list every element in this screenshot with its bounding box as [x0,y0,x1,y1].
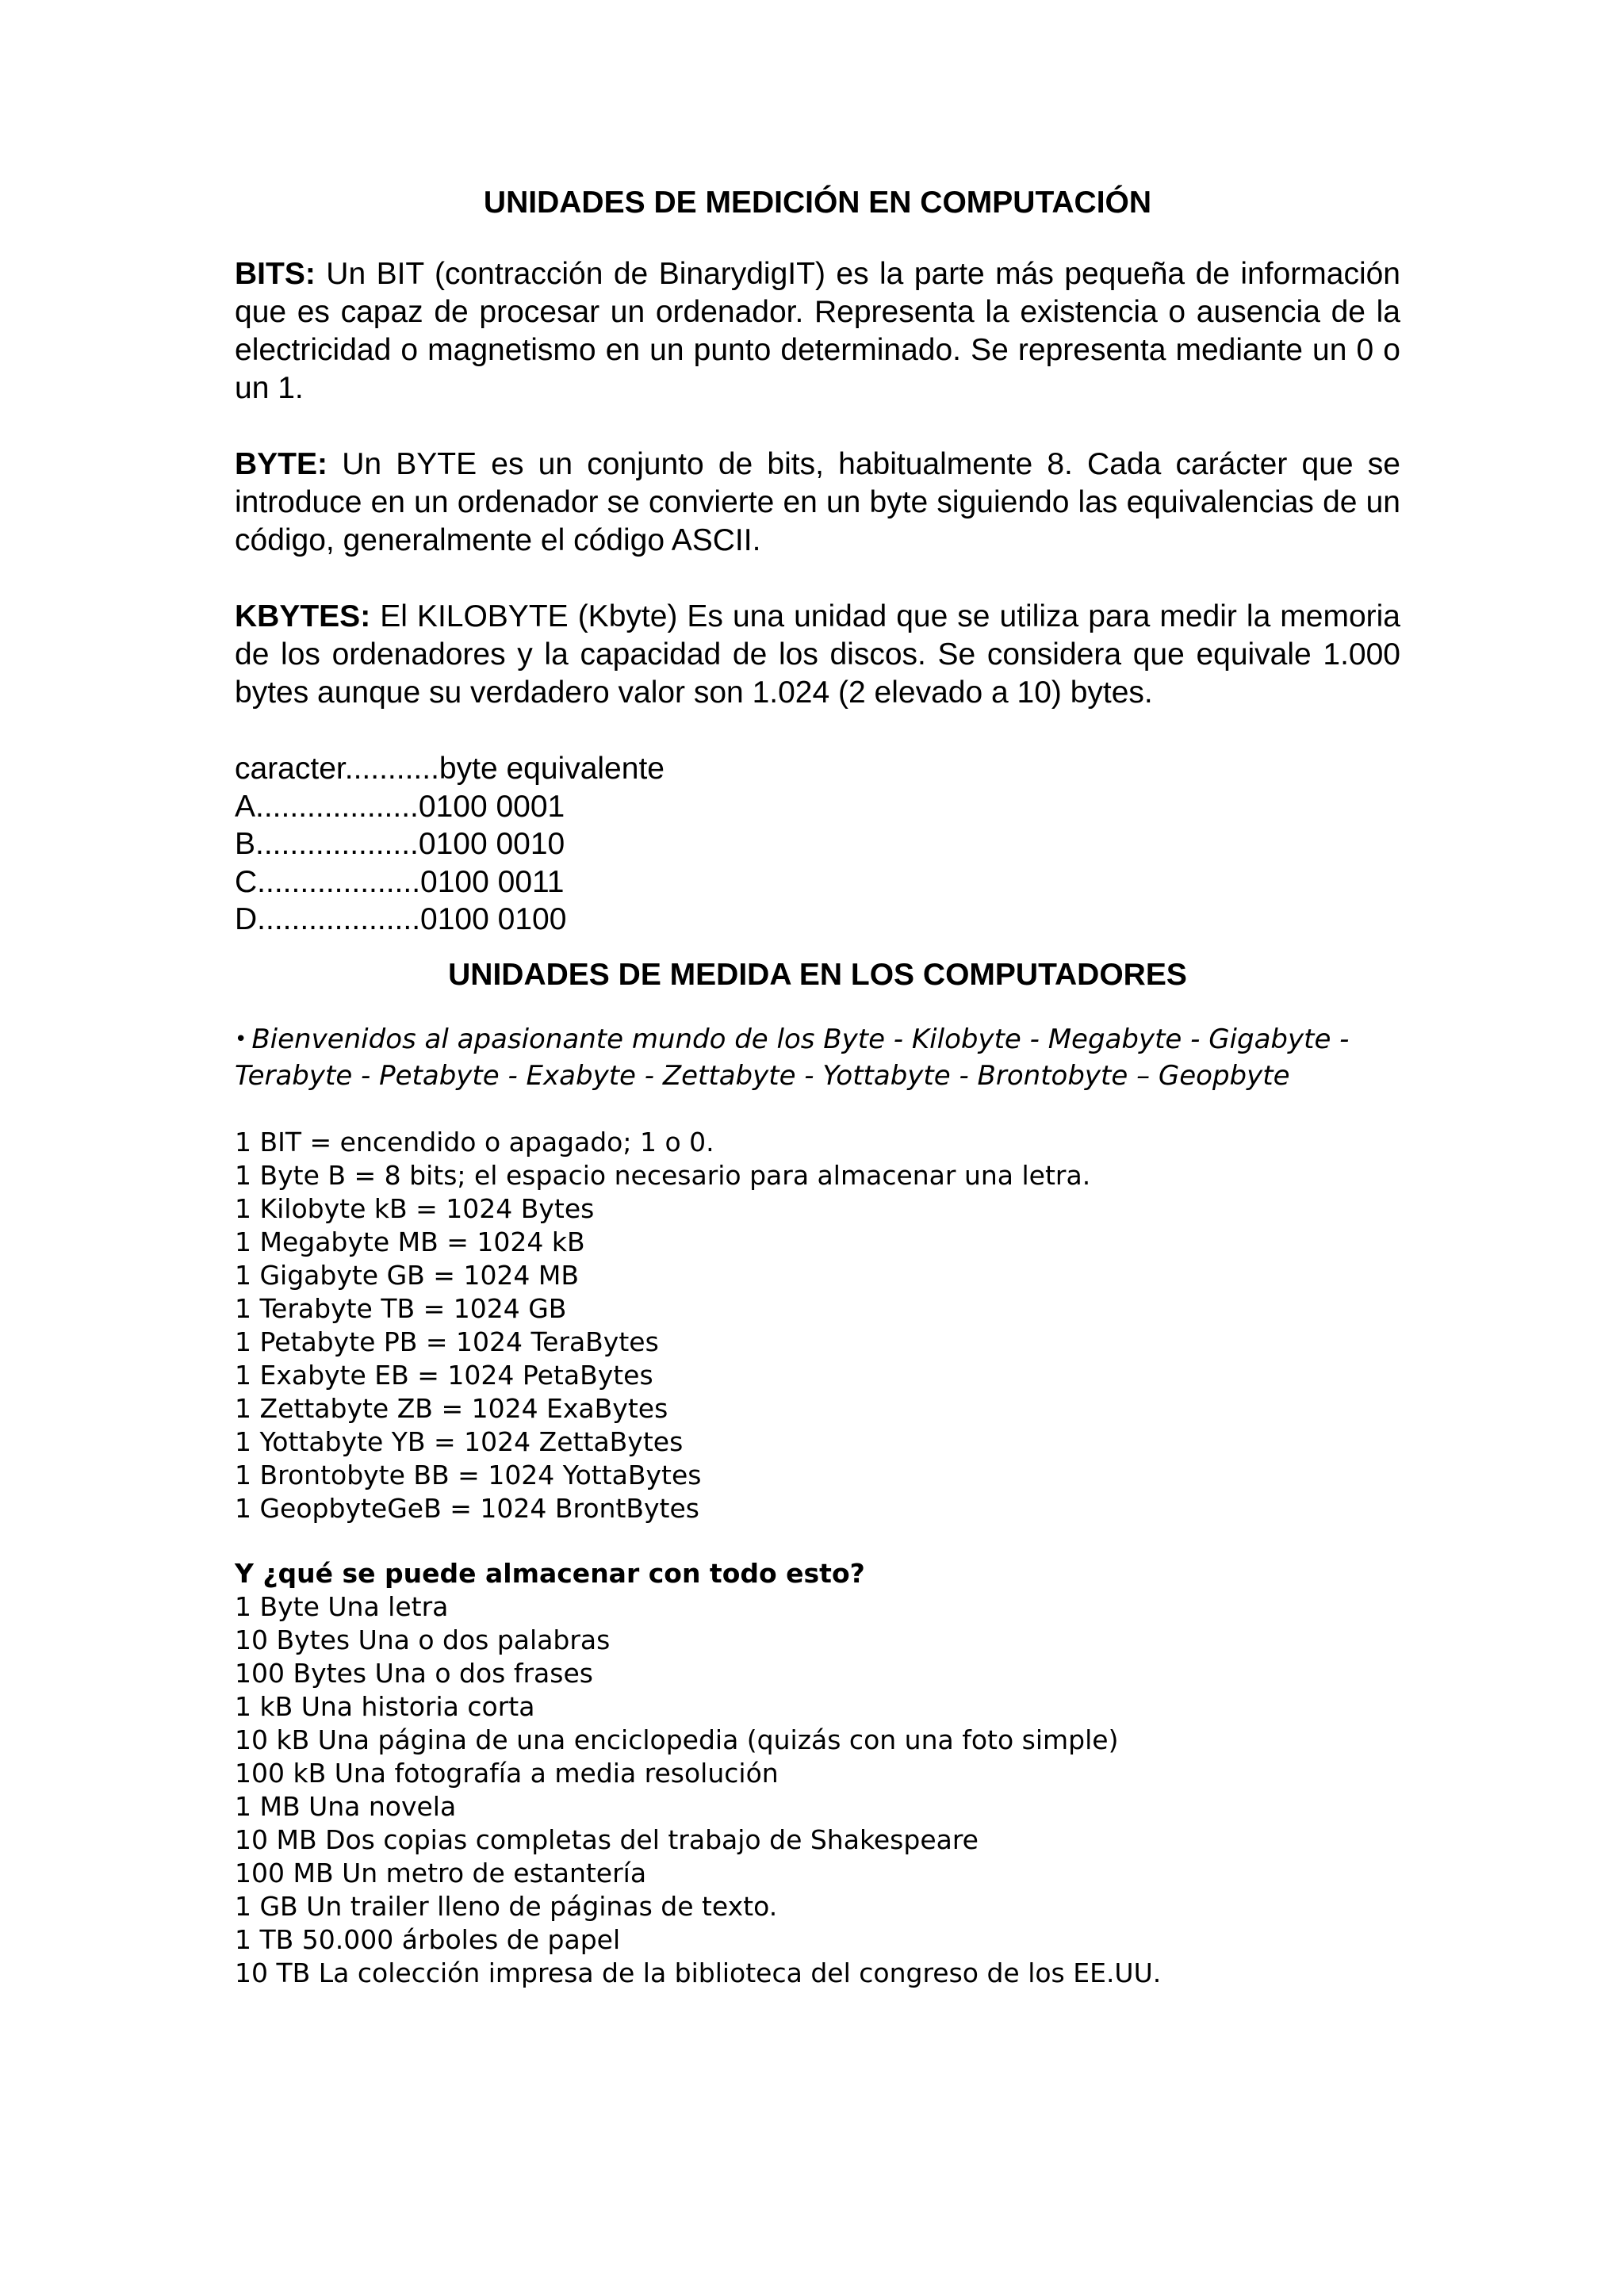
storage-item: 1 GB Un trailer lleno de páginas de texto. [235,1890,778,1922]
intro-paragraph [235,1021,1400,1094]
storage-item: 1 TB 50.000 árboles de papel [235,1923,621,1955]
unit-item: 1 Kilobyte kB = 1024 Bytes [235,1192,595,1224]
unit-item: 1 GeopbyteGeB = 1024 BrontBytes [235,1492,699,1524]
char-code-row: A...................0100 0001 [235,789,565,824]
paragraph-kbytes [235,598,1400,712]
char-code-row: C...................0100 0011 [235,864,565,899]
intro-text: Bienvenidos al apasionante mundo de los Byte - Kilobyte - Megabyte - Gigabyte - Terabyte - Petabyte - Exabyte - Zettabyte - Yottabyte - Brontobyte – Geopbyte [235,1023,1350,1092]
kbytes-label: KBYTES: [235,599,371,633]
byte-text: Un BYTE es un conjunto de bits, habitualmente 8. Cada carácter que se introduce en un ordenador se convierte en un byte siguiendo las equivalencias de un código, generalmente el código ASCII. [235,447,1400,557]
unit-item: 1 Gigabyte GB = 1024 MB [235,1259,580,1291]
char-code-table [235,750,1400,939]
storage-item: 10 kB Una página de una enciclopedia (quizás con una foto simple) [235,1724,1119,1755]
unit-item: 1 Exabyte EB = 1024 PetaBytes [235,1359,653,1391]
char-code-header: caracter...........byte equivalente [235,752,665,786]
storage-item: 100 Bytes Una o dos frases [235,1657,593,1689]
char-code-row: B...................0100 0010 [235,827,565,861]
unit-item: 1 Terabyte TB = 1024 GB [235,1292,567,1324]
document-page [235,184,1400,1990]
storage-item: 10 TB La colección impresa de la biblioteca del congreso de los EE.UU. [235,1957,1162,1988]
bullet-icon: • [235,1027,247,1051]
storage-item: 10 MB Dos copias completas del trabajo de Shakespeare [235,1823,979,1855]
storage-item: 10 Bytes Una o dos palabras [235,1624,611,1655]
storage-item: 100 MB Un metro de estantería [235,1857,647,1888]
unit-item: 1 Byte B = 8 bits; el espacio necesario para almacenar una letra. [235,1159,1091,1191]
storage-heading: Y ¿qué se puede almacenar con todo esto? [235,1557,865,1589]
unit-item: 1 Petabyte PB = 1024 TeraBytes [235,1326,659,1357]
char-code-row: D...................0100 0100 [235,902,567,936]
storage-item: 1 MB Una novela [235,1790,457,1822]
storage-list [235,1590,1400,1990]
paragraph-bits [235,255,1400,408]
storage-item: 1 kB Una historia corta [235,1690,535,1722]
bits-text: Un BIT (contracción de BinarydigIT) es la parte más pequeña de información que es capaz de procesar un ordenador. Representa la existencia o ausencia de la electricidad o magnetismo en un punto determinado. Se representa mediante un 0 o un 1. [235,257,1400,405]
unit-item: 1 BIT = encendido o apagado; 1 o 0. [235,1126,714,1158]
unit-item: 1 Zettabyte ZB = 1024 ExaBytes [235,1392,668,1424]
storage-item: 100 kB Una fotografía a media resolución [235,1757,779,1789]
bits-label: BITS: [235,257,316,291]
unit-item: 1 Megabyte MB = 1024 kB [235,1226,585,1257]
units-list [235,1126,1400,1525]
byte-label: BYTE: [235,447,327,481]
unit-item: 1 Yottabyte YB = 1024 ZettaBytes [235,1425,684,1457]
title-medida: UNIDADES DE MEDIDA EN LOS COMPUTADORES [448,957,1187,992]
paragraph-byte [235,446,1400,560]
storage-item: 1 Byte Una letra [235,1590,449,1622]
kbytes-text: El KILOBYTE (Kbyte) Es una unidad que se utiliza para medir la memoria de los ordenadores y la capacidad de los discos. Se considera que equivale 1.000 bytes aunque su verdadero valor son 1.024 (2 elevado a 10) bytes. [235,599,1400,710]
title-medicion: UNIDADES DE MEDICIÓN EN COMPUTACIÓN [483,186,1152,220]
unit-item: 1 Brontobyte BB = 1024 YottaBytes [235,1459,702,1490]
